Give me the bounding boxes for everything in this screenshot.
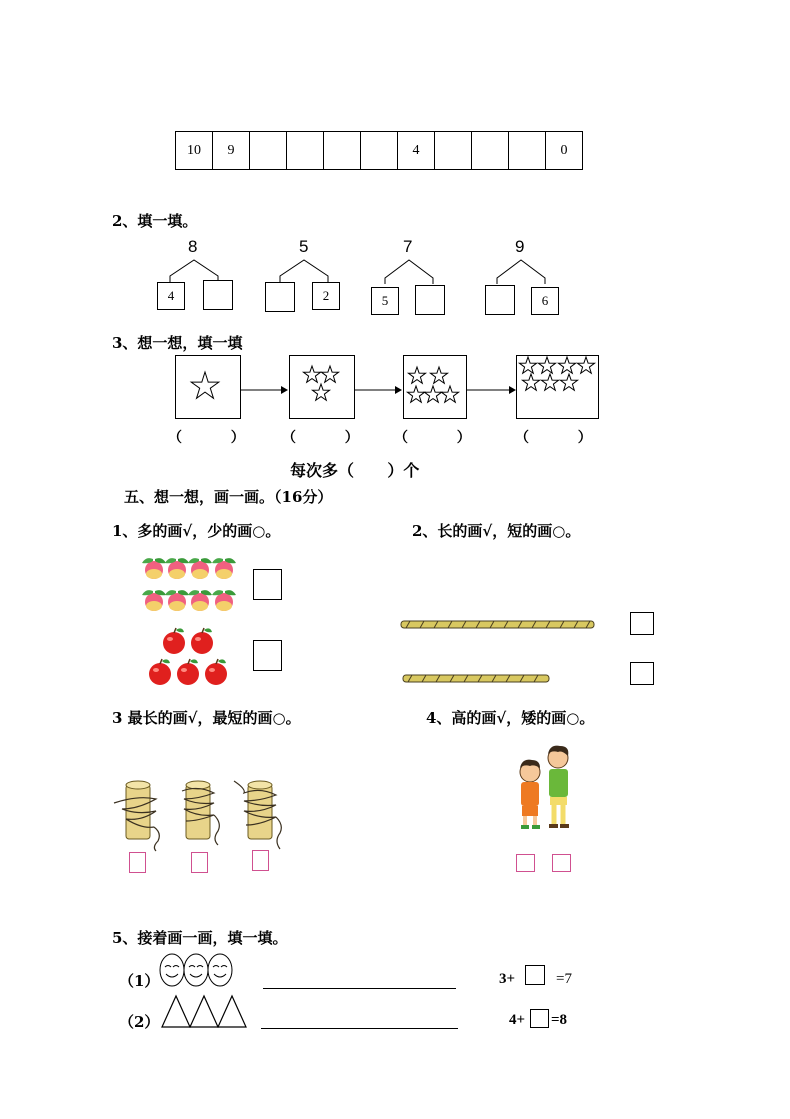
answer-box-peaches[interactable] — [253, 569, 282, 600]
triangle-icon — [190, 996, 218, 1027]
sequence-cell[interactable]: 9 — [213, 132, 250, 170]
triangle-icon — [218, 996, 246, 1027]
arrow-icon — [241, 384, 289, 396]
peach-icon — [165, 558, 189, 579]
long-rope-picture — [400, 618, 596, 632]
row1-label: （1） — [119, 972, 160, 990]
star-icon — [560, 374, 577, 390]
star-icon — [541, 374, 558, 390]
number-sequence-table — [175, 131, 583, 170]
q5-4-heading: 4、高的画√，矮的画○。 — [426, 709, 595, 727]
smiley-icon — [208, 954, 232, 986]
bond-total: 7 — [403, 237, 413, 256]
peach-icon — [188, 590, 212, 611]
sequence-cell[interactable]: 4 — [398, 132, 435, 170]
bond-left-box[interactable] — [265, 282, 295, 312]
apples-picture — [146, 624, 232, 688]
answer-blank[interactable]: （ ） — [394, 430, 471, 446]
answer-box-long-rope[interactable] — [630, 612, 654, 635]
bond-right-box[interactable]: 6 — [531, 287, 559, 315]
star-icon — [191, 372, 219, 398]
drawing-line[interactable] — [261, 1028, 458, 1029]
smiley-icon — [184, 954, 208, 986]
star-box — [403, 355, 467, 419]
peach-icon — [212, 590, 236, 611]
bond-total: 5 — [299, 237, 309, 256]
star-group-1 — [176, 356, 240, 418]
sequence-cell[interactable] — [435, 132, 472, 170]
star-group-5 — [404, 356, 466, 418]
peach-icon — [212, 558, 236, 579]
sequence-cell[interactable]: 10 — [176, 132, 213, 170]
answer-box-post[interactable] — [191, 852, 208, 873]
triangle-icon — [162, 996, 190, 1027]
sequence-cell[interactable] — [472, 132, 509, 170]
post-icon — [114, 781, 159, 851]
equation-answer-box[interactable] — [530, 1009, 549, 1028]
q2-heading: 2、填一填。 — [112, 212, 198, 230]
star-icon — [519, 357, 536, 373]
smiley-icon — [160, 954, 184, 986]
equation-answer-box[interactable] — [525, 965, 545, 985]
drawing-line[interactable] — [263, 988, 456, 989]
answer-box-tall-child[interactable] — [552, 854, 571, 872]
bond-left-box[interactable]: 5 — [371, 287, 399, 315]
sequence-cell[interactable] — [361, 132, 398, 170]
sequence-cell[interactable] — [509, 132, 546, 170]
bond-left-box[interactable] — [485, 285, 515, 315]
sequence-cell[interactable] — [324, 132, 361, 170]
increment-question[interactable]: 每次多（ ）个 — [290, 461, 420, 480]
answer-blank[interactable]: （ ） — [282, 430, 359, 446]
children-picture — [512, 738, 582, 834]
row2-label: （2） — [119, 1013, 160, 1031]
bond-right-box[interactable] — [415, 285, 445, 315]
q3-heading: 3、想一想，填一填 — [112, 334, 243, 352]
post-icon — [182, 781, 219, 845]
bond-lines — [482, 258, 562, 286]
star-icon — [522, 374, 539, 390]
bond-lines — [265, 258, 345, 284]
equation-right: =8 — [551, 1012, 568, 1028]
q5-3-heading: 3 最长的画√，最短的画○。 — [112, 709, 301, 727]
peach-icon — [188, 558, 212, 579]
short-rope-picture — [402, 672, 552, 686]
bond-total: 8 — [188, 237, 198, 256]
star-group-3 — [290, 356, 354, 418]
bond-lines — [370, 258, 450, 286]
arrow-icon — [467, 384, 517, 396]
bond-total: 9 — [515, 237, 525, 256]
star-icon — [538, 357, 555, 373]
answer-box-post[interactable] — [129, 852, 146, 873]
answer-blank[interactable]: （ ） — [515, 430, 592, 446]
sequence-cell[interactable] — [287, 132, 324, 170]
answer-box-apples[interactable] — [253, 640, 282, 671]
star-icon — [558, 357, 575, 373]
short-child-icon — [520, 760, 540, 829]
star-icon — [407, 386, 424, 402]
star-icon — [321, 366, 338, 382]
apple-icon — [205, 659, 227, 685]
star-box — [516, 355, 599, 419]
star-icon — [577, 357, 594, 373]
peaches-picture — [140, 548, 240, 614]
answer-box-post[interactable] — [252, 850, 269, 871]
answer-box-short-child[interactable] — [516, 854, 535, 872]
star-icon — [424, 386, 441, 402]
star-icon — [430, 367, 447, 383]
apple-icon — [163, 628, 185, 654]
apple-icon — [177, 659, 199, 685]
sequence-cell[interactable] — [250, 132, 287, 170]
apple-icon — [149, 659, 171, 685]
star-icon — [441, 386, 458, 402]
apple-icon — [191, 628, 213, 654]
equation-left: 4+ — [509, 1012, 526, 1028]
section5-heading: 五、想一想，画一画。（16分） — [124, 488, 333, 506]
star-box — [175, 355, 241, 419]
q5-2-heading: 2、长的画√，短的画○。 — [412, 522, 581, 540]
bond-right-box[interactable]: 2 — [312, 282, 340, 310]
bond-right-box[interactable] — [203, 280, 233, 310]
wrapped-posts-picture — [112, 775, 302, 855]
star-group-7 — [517, 356, 598, 418]
smiley-faces-picture — [158, 953, 238, 989]
star-icon — [312, 384, 329, 400]
q5-5-heading: 5、接着画一画，填一填。 — [112, 929, 288, 947]
star-icon — [408, 367, 425, 383]
equation-left: 3+ — [499, 971, 516, 987]
peach-icon — [142, 558, 166, 579]
answer-box-short-rope[interactable] — [630, 662, 654, 685]
triangles-picture — [160, 993, 260, 1029]
sequence-cell[interactable]: 0 — [546, 132, 583, 170]
equation-right: =7 — [556, 971, 572, 987]
arrow-icon — [355, 384, 403, 396]
peach-icon — [142, 590, 166, 611]
star-icon — [303, 366, 320, 382]
peach-icon — [165, 590, 189, 611]
answer-blank[interactable]: （ ） — [168, 430, 245, 446]
q5-1-heading: 1、多的画√，少的画○。 — [112, 522, 281, 540]
star-box — [289, 355, 355, 419]
bond-left-box[interactable]: 4 — [157, 282, 185, 310]
tall-child-icon — [548, 746, 569, 828]
post-icon — [234, 781, 281, 849]
